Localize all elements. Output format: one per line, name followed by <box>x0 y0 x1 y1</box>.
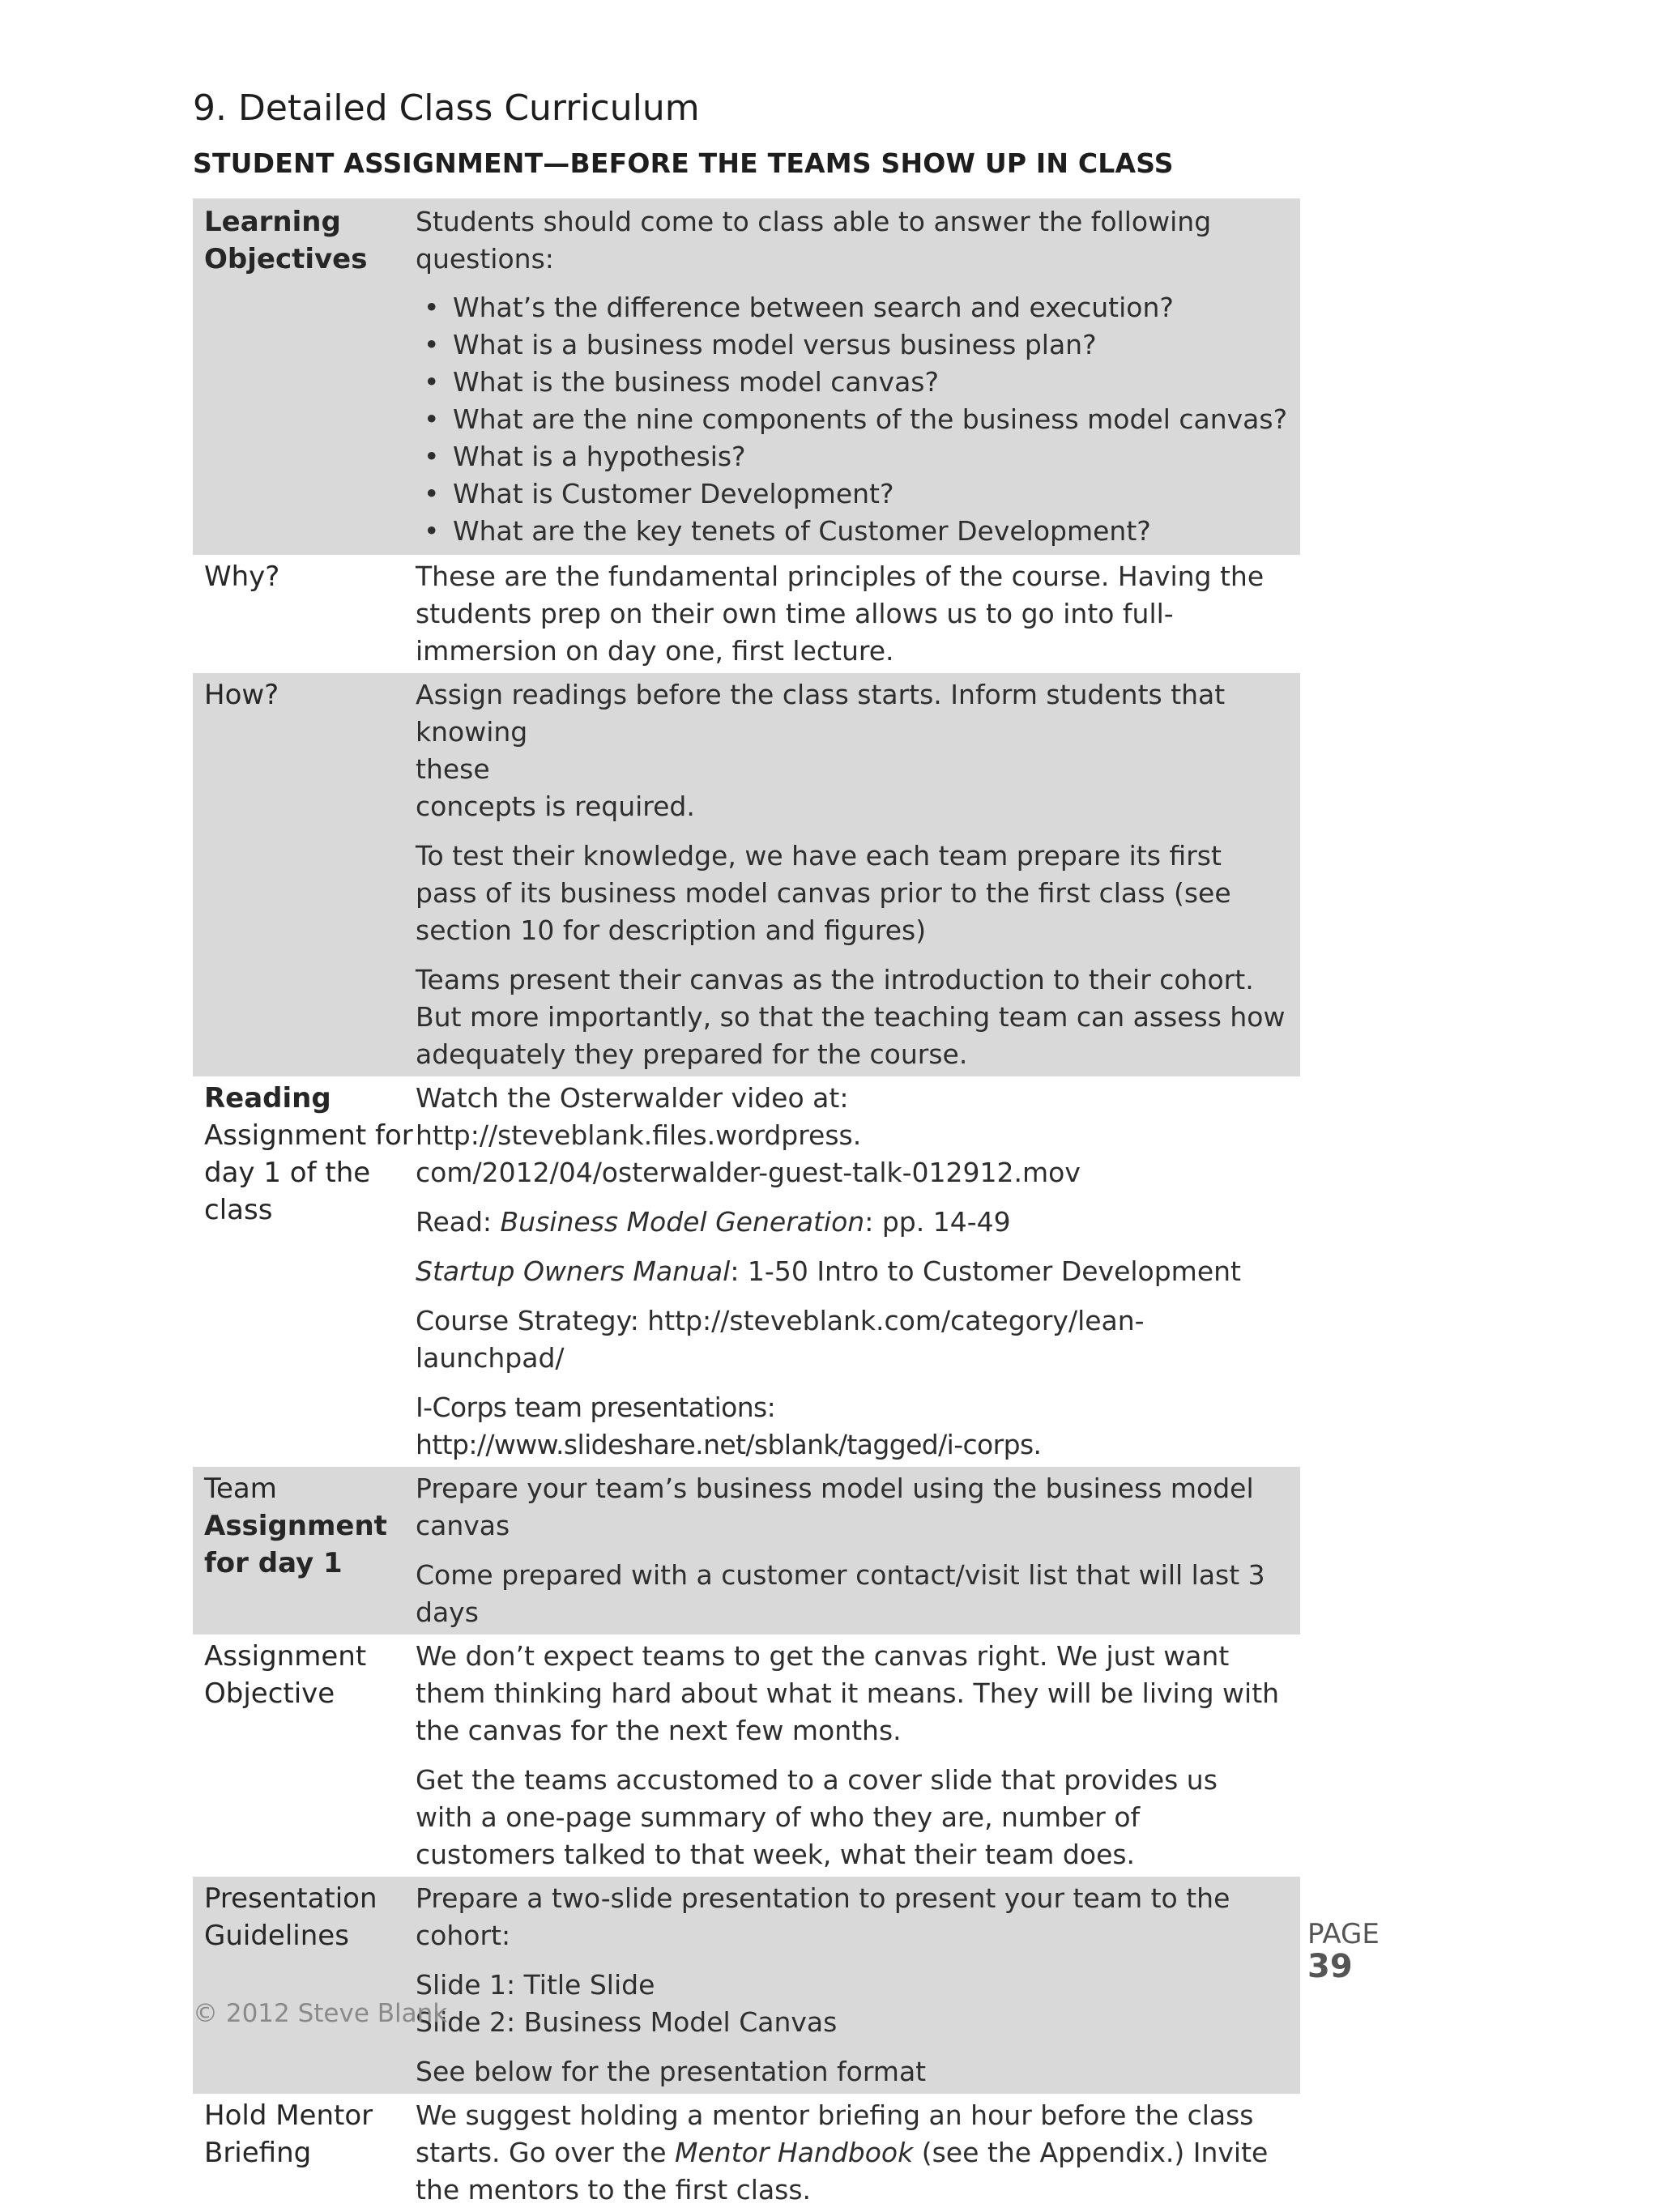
bullet-icon: • <box>424 515 440 547</box>
label-line: Assignment <box>204 1510 387 1542</box>
label-line: Reading <box>204 1082 331 1115</box>
text-segment: (see the Appendix.) Invite the mentors to the first class. <box>416 2137 1269 2206</box>
label-line: Assignment <box>204 1640 367 1673</box>
row-content <box>416 2097 1300 2209</box>
how-paragraph-3: Teams present their canvas as the introduction to their cohort. But more importantly, so that the teaching team can assess how adequately they prepared for the course. <box>416 964 1286 1070</box>
section-title: 9. Detailed Class Curriculum <box>193 87 700 129</box>
row-team-assignment <box>193 1467 1300 1634</box>
text-line: Assign readings before the class starts. Inform students that knowing <box>416 679 1226 748</box>
read-prefix: Read: <box>416 1206 501 1238</box>
team-assignment-text-1: Prepare your team’s business model using the business model canvas <box>416 1473 1254 1541</box>
how-paragraph-1 <box>416 676 1289 825</box>
row-presentation-guidelines <box>193 1877 1300 2094</box>
bullet-text: What are the nine components of the business model canvas? <box>453 403 1288 435</box>
label-line: for day 1 <box>204 1547 343 1579</box>
book-title: Business Model Generation <box>500 1206 865 1238</box>
row-why <box>193 555 1300 673</box>
list-item <box>416 326 1289 364</box>
label-line: Presentation <box>204 1882 377 1915</box>
manual-title: Startup Owners Manual <box>416 1255 731 1287</box>
list-item <box>416 401 1289 438</box>
curriculum-table <box>193 198 1300 2212</box>
format-note: See below for the presentation format <box>416 2056 927 2087</box>
label-line: Objectives <box>204 243 368 275</box>
label-line: Briefing <box>204 2137 312 2169</box>
bullet-icon: • <box>424 441 440 472</box>
text-line: concepts is required. <box>416 791 695 822</box>
row-content <box>416 558 1300 670</box>
bullet-icon: • <box>424 366 440 398</box>
label-line: Guidelines <box>204 1920 349 1952</box>
label-line: day 1 of the <box>204 1157 371 1189</box>
list-item <box>416 289 1289 326</box>
row-label <box>193 1880 416 2091</box>
label-line: Why? <box>204 560 280 593</box>
row-content <box>416 203 1300 550</box>
bullet-text: What is a business model versus business plan? <box>453 329 1097 360</box>
bullet-text: What is a hypothesis? <box>453 441 746 472</box>
row-label <box>193 676 416 1073</box>
list-item <box>416 513 1289 550</box>
bullet-icon: • <box>424 329 440 360</box>
label-line: Learning <box>204 206 341 238</box>
label-line: How? <box>204 679 279 711</box>
page-number: 39 <box>1307 1948 1353 1985</box>
read-suffix: : pp. 14-49 <box>864 1206 1011 1238</box>
bullet-text: What are the key tenets of Customer Development? <box>453 515 1151 547</box>
text-line: Watch the Osterwalder video at: http://steveblank.files.wordpress. <box>416 1082 862 1151</box>
manual-suffix: : 1-50 Intro to Customer Development <box>730 1255 1241 1287</box>
bullet-icon: • <box>424 478 440 509</box>
row-label <box>193 2097 416 2209</box>
video-reference <box>416 1080 1289 1191</box>
objectives-intro: Students should come to class able to answer the following questions: <box>416 206 1212 275</box>
row-label <box>193 1638 416 1873</box>
handbook-title: Mentor Handbook <box>675 2137 914 2168</box>
text-line: these <box>416 753 490 785</box>
row-label <box>193 203 416 550</box>
slide-list <box>416 1967 1289 2041</box>
page-label: PAGE <box>1307 1918 1380 1950</box>
row-how <box>193 673 1300 1076</box>
row-reading-assignment <box>193 1076 1300 1467</box>
list-item <box>416 475 1289 513</box>
list-item <box>416 364 1289 401</box>
bullet-text: What is the business model canvas? <box>453 366 939 398</box>
row-content <box>416 1638 1300 1873</box>
row-assignment-objective <box>193 1634 1300 1877</box>
slide-1: Slide 1: Title Slide <box>416 1969 655 2001</box>
team-assignment-text-2: Come prepared with a customer contact/visit list that will last 3 days <box>416 1559 1265 1628</box>
row-label <box>193 1470 416 1631</box>
row-content <box>416 676 1300 1073</box>
row-label <box>193 1080 416 1464</box>
course-strategy: Course Strategy: http://steveblank.com/category/lean-launchpad/ <box>416 1305 1145 1374</box>
book-reading <box>416 1204 1289 1241</box>
label-line: class <box>204 1194 273 1226</box>
row-content <box>416 1470 1300 1631</box>
row-content <box>416 1080 1300 1464</box>
row-learning-objectives <box>193 198 1300 555</box>
objectives-list <box>416 289 1289 550</box>
label-line: Team <box>204 1473 277 1505</box>
mentor-briefing-text <box>416 2097 1289 2209</box>
bullet-text: What is Customer Development? <box>453 478 894 509</box>
guidelines-text: Prepare a two-slide presentation to present your team to the cohort: <box>416 1882 1230 1951</box>
icorps-presentations: I-Corps team presentations: http://www.slideshare.net/sblank/tagged/i-corps. <box>416 1392 1042 1460</box>
objective-text-1: We don’t expect teams to get the canvas right. We just want them thinking hard about what it means. They will be living with the canvas for the next few months. <box>416 1640 1280 1746</box>
bullet-icon: • <box>424 403 440 435</box>
text-line: com/2012/04/osterwalder-guest-talk-012912.mov <box>416 1157 1081 1188</box>
row-content <box>416 1880 1300 2091</box>
bullet-text: What’s the difference between search and execution? <box>453 292 1174 323</box>
list-item <box>416 438 1289 475</box>
label-line: Objective <box>204 1677 335 1710</box>
label-line: Hold Mentor <box>204 2099 373 2132</box>
section-subtitle: STUDENT ASSIGNMENT—BEFORE THE TEAMS SHOW UP IN CLASS <box>193 147 1174 179</box>
label-line: Assignment for <box>204 1119 413 1152</box>
text-segment: We suggest holding a mentor briefing an hour before the class starts. Go over the <box>416 2099 1254 2168</box>
row-mentor-briefing <box>193 2094 1300 2212</box>
copyright-notice: © 2012 Steve Blank <box>193 1999 448 2028</box>
objective-text-2: Get the teams accustomed to a cover slide that provides us with a one-page summary of who they are, number of customers talked to that week, what their team does. <box>416 1764 1218 1870</box>
how-paragraph-2: To test their knowledge, we have each team prepare its first pass of its business model canvas prior to the first class (see section 10 for description and figures) <box>416 840 1231 946</box>
row-label <box>193 558 416 670</box>
why-text: These are the fundamental principles of the course. Having the students prep on their own time allows us to go into full-immersion on day one, first lecture. <box>416 560 1265 667</box>
bullet-icon: • <box>424 292 440 323</box>
manual-reading <box>416 1253 1289 1290</box>
slide-2: Slide 2: Business Model Canvas <box>416 2006 838 2038</box>
